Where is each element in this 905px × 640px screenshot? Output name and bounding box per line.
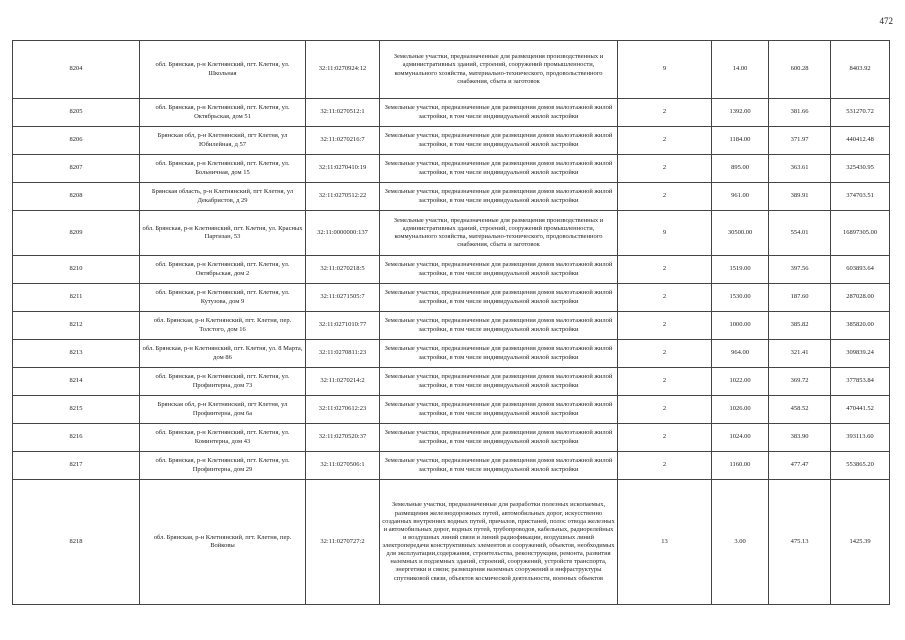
use-code-cell: 2 [618,452,712,480]
use-code-cell: 2 [618,284,712,312]
cadastral-number-cell: 32:11:0270214:2 [306,368,380,396]
address-cell: обл. Брянская, р-н Клетнянский, пгт. Клетня, ул. Школьная [140,41,306,99]
row-id: 8207 [13,155,140,183]
rate-cell: 600.28 [769,41,831,99]
address-cell: обл. Брянская, р-н Клетнянский, пгт. Клетня, ул. Профинтерна, дом 73 [140,368,306,396]
row-id: 8205 [13,99,140,127]
cadastral-number-cell: 32:11:0270218:5 [306,256,380,284]
use-code-cell: 13 [618,480,712,605]
row-id: 8213 [13,340,140,368]
cadastral-number-cell: 32:11:0270612:23 [306,396,380,424]
table-row [13,183,890,211]
address-cell: обл. Брянская, р-н Клетнянский, пгт. Клетня, ул. Октябрьская, дом 2 [140,256,306,284]
cadastral-value-cell: 1425.39 [831,480,890,605]
area-cell: 964.00 [712,340,769,368]
use-code-cell: 9 [618,41,712,99]
use-code-cell: 2 [618,155,712,183]
land-use-cell: Земельные участки, предназначенные для разработки полезных ископаемых, размещения железнодорожных путей, автомобильных дорог, искусственно созданных внутренних водных путей, причалов, пристаней, полос отвода железных и автомобильных дорог, водных путей, трубопроводов, кабельных, радиорелейных и воздушных линий связи и линий радиофикации, воздушных линий электропередачи конструктивных элементов и сооружений, объектов, необходимых для эксплуатации,содержания, строительства, реконструкции, ремонта, развития наземных и подземных зданий, строений, сооружений, устройств транспорта, энергетики и связи; размещения наземных сооружений и инфраструктуры спутниковой связи, объектов космической деятельности, военных объектов [380,480,618,605]
row-id: 8210 [13,256,140,284]
area-cell: 1184.00 [712,127,769,155]
table-row [13,368,890,396]
address-cell: обл. Брянская, р-н Клетнянский, пгт. Клетня, пер. Толстого, дом 16 [140,312,306,340]
cadastral-number-cell: 32:11:0270512:22 [306,183,380,211]
use-code-cell: 2 [618,312,712,340]
area-cell: 1160.00 [712,452,769,480]
cadastral-number-cell: 32:11:0270811:23 [306,340,380,368]
row-id: 8216 [13,424,140,452]
rate-cell: 363.61 [769,155,831,183]
rate-cell: 383.90 [769,424,831,452]
use-code-cell: 2 [618,340,712,368]
area-cell: 1026.00 [712,396,769,424]
use-code-cell: 2 [618,127,712,155]
address-cell: обл. Брянская, р-н Клетнянский, пгт. Клетня, ул. Кутузова, дом 9 [140,284,306,312]
cadastral-value-cell: 531270.72 [831,99,890,127]
table-row [13,312,890,340]
table-row [13,424,890,452]
cadastral-value-cell: 553865.20 [831,452,890,480]
address-cell: Брянская обл, р-н Клетнянский, пгт Клетня, ул Юбилейная, д 57 [140,127,306,155]
area-cell: 961.00 [712,183,769,211]
cadastral-value-cell: 374703.51 [831,183,890,211]
land-use-cell: Земельные участки, предназначенные для размещения домов малоэтажной жилой застройки, в том числе индивидуальной жилой застройки [380,256,618,284]
address-cell: Брянская обл, р-н Клетнянский, пгт Клетня, ул Профинтерна, дом 6а [140,396,306,424]
land-use-cell: Земельные участки, предназначенные для размещения домов малоэтажной жилой застройки, в том числе индивидуальной жилой застройки [380,452,618,480]
row-id: 8206 [13,127,140,155]
row-id: 8209 [13,211,140,256]
area-cell: 1392.00 [712,99,769,127]
cadastral-number-cell: 32:11:0271010:77 [306,312,380,340]
area-cell: 14.00 [712,41,769,99]
cadastral-value-cell: 603893.64 [831,256,890,284]
table-row [13,452,890,480]
cadastral-number-cell: 32:11:0270216:7 [306,127,380,155]
rate-cell: 369.72 [769,368,831,396]
row-id: 8204 [13,41,140,99]
address-cell: Брянская область, р-н Клетнянский, пгт Клетня, ул Декабристов, д 29 [140,183,306,211]
land-use-cell: Земельные участки, предназначенные для размещения домов малоэтажной жилой застройки, в том числе индивидуальной жилой застройки [380,396,618,424]
cadastral-value-cell: 325430.95 [831,155,890,183]
cadastral-value-cell: 16897305.00 [831,211,890,256]
area-cell: 1530.00 [712,284,769,312]
row-id: 8218 [13,480,140,605]
table-row [13,155,890,183]
cadastral-value-cell: 287028.00 [831,284,890,312]
rate-cell: 397.56 [769,256,831,284]
use-code-cell: 2 [618,99,712,127]
land-registry-table [12,40,890,605]
land-use-cell: Земельные участки, предназначенные для размещения домов малоэтажной жилой застройки, в том числе индивидуальной жилой застройки [380,340,618,368]
rate-cell: 385.82 [769,312,831,340]
rate-cell: 458.52 [769,396,831,424]
area-cell: 1024.00 [712,424,769,452]
address-cell: обл. Брянская, р-н Клетнянский, пгт. Клетня, ул. Больничная, дом 15 [140,155,306,183]
address-cell: обл. Брянская, р-н Клетнянский, пгт. Клетня, ул. Профинтерна, дом 29 [140,452,306,480]
area-cell: 30500.00 [712,211,769,256]
land-use-cell: Земельные участки, предназначенные для размещения домов малоэтажной жилой застройки, в том числе индивидуальной жилой застройки [380,368,618,396]
use-code-cell: 2 [618,256,712,284]
table-row [13,211,890,256]
cadastral-value-cell: 393113.60 [831,424,890,452]
area-cell: 895.00 [712,155,769,183]
use-code-cell: 9 [618,211,712,256]
rate-cell: 187.60 [769,284,831,312]
table-row [13,99,890,127]
cadastral-value-cell: 8403.92 [831,41,890,99]
row-id: 8217 [13,452,140,480]
cadastral-number-cell: 32:11:0270924:12 [306,41,380,99]
cadastral-value-cell: 377853.84 [831,368,890,396]
land-use-cell: Земельные участки, предназначенные для размещения производственных и административных зданий, строений, сооружений промышленности, коммунального хозяйства, материально-технического, продовольственного снабжения, сбыта и заготовок [380,41,618,99]
use-code-cell: 2 [618,396,712,424]
address-cell: обл. Брянская, р-н Клетнянский, пгт. Клетня, пер. Войковы [140,480,306,605]
row-id: 8211 [13,284,140,312]
cadastral-number-cell: 32:11:0270727:2 [306,480,380,605]
address-cell: обл. Брянская, р-н Клетнянский, пгт. Клетня, ул. 8 Марта, дом 86 [140,340,306,368]
row-id: 8212 [13,312,140,340]
cadastral-number-cell: 32:11:0270520:37 [306,424,380,452]
row-id: 8214 [13,368,140,396]
table-row [13,396,890,424]
area-cell: 3.00 [712,480,769,605]
row-id: 8215 [13,396,140,424]
address-cell: обл. Брянская, р-н Клетнянский, пгт. Клетня, ул. Красных Партизан, 53 [140,211,306,256]
table-row [13,41,890,99]
cadastral-number-cell: 32:11:0270506:1 [306,452,380,480]
land-use-cell: Земельные участки, предназначенные для размещения домов малоэтажной жилой застройки, в том числе индивидуальной жилой застройки [380,284,618,312]
table-row [13,480,890,605]
table-row [13,340,890,368]
rate-cell: 389.91 [769,183,831,211]
cadastral-value-cell: 470441.52 [831,396,890,424]
area-cell: 1022.00 [712,368,769,396]
address-cell: обл. Брянская, р-н Клетнянский, пгт. Клетня, ул. Коминтерна, дом 43 [140,424,306,452]
use-code-cell: 2 [618,424,712,452]
land-use-cell: Земельные участки, предназначенные для размещения домов малоэтажной жилой застройки, в том числе индивидуальной жилой застройки [380,127,618,155]
cadastral-value-cell: 385820.00 [831,312,890,340]
cadastral-value-cell: 309839.24 [831,340,890,368]
land-use-cell: Земельные участки, предназначенные для размещения домов малоэтажной жилой застройки, в том числе индивидуальной жилой застройки [380,312,618,340]
rate-cell: 554.01 [769,211,831,256]
land-use-cell: Земельные участки, предназначенные для размещения домов малоэтажной жилой застройки, в том числе индивидуальной жилой застройки [380,183,618,211]
table-row [13,127,890,155]
use-code-cell: 2 [618,368,712,396]
page-number: 472 [879,16,893,26]
rate-cell: 475.13 [769,480,831,605]
area-cell: 1519.00 [712,256,769,284]
table-row [13,284,890,312]
cadastral-number-cell: 32:11:0271505:7 [306,284,380,312]
rate-cell: 477.47 [769,452,831,480]
use-code-cell: 2 [618,183,712,211]
table-row [13,256,890,284]
area-cell: 1000.00 [712,312,769,340]
cadastral-number-cell: 32:11:0270410:19 [306,155,380,183]
rate-cell: 321.41 [769,340,831,368]
rate-cell: 381.66 [769,99,831,127]
address-cell: обл. Брянская, р-н Клетнянский, пгт. Клетня, ул. Октябрьская, дом 51 [140,99,306,127]
cadastral-number-cell: 32:11:0270512:1 [306,99,380,127]
cadastral-number-cell: 32:11:0000000:137 [306,211,380,256]
rate-cell: 371.97 [769,127,831,155]
land-use-cell: Земельные участки, предназначенные для размещения производственных и административных зданий, строений, сооружений промышленности, коммунального хозяйства, материально-технического, продовольственного снабжения, сбыта и заготовок [380,211,618,256]
row-id: 8208 [13,183,140,211]
cadastral-value-cell: 440412.48 [831,127,890,155]
land-use-cell: Земельные участки, предназначенные для размещения домов малоэтажной жилой застройки, в том числе индивидуальной жилой застройки [380,424,618,452]
land-use-cell: Земельные участки, предназначенные для размещения домов малоэтажной жилой застройки, в том числе индивидуальной жилой застройки [380,155,618,183]
land-use-cell: Земельные участки, предназначенные для размещения домов малоэтажной жилой застройки, в том числе индивидуальной жилой застройки [380,99,618,127]
